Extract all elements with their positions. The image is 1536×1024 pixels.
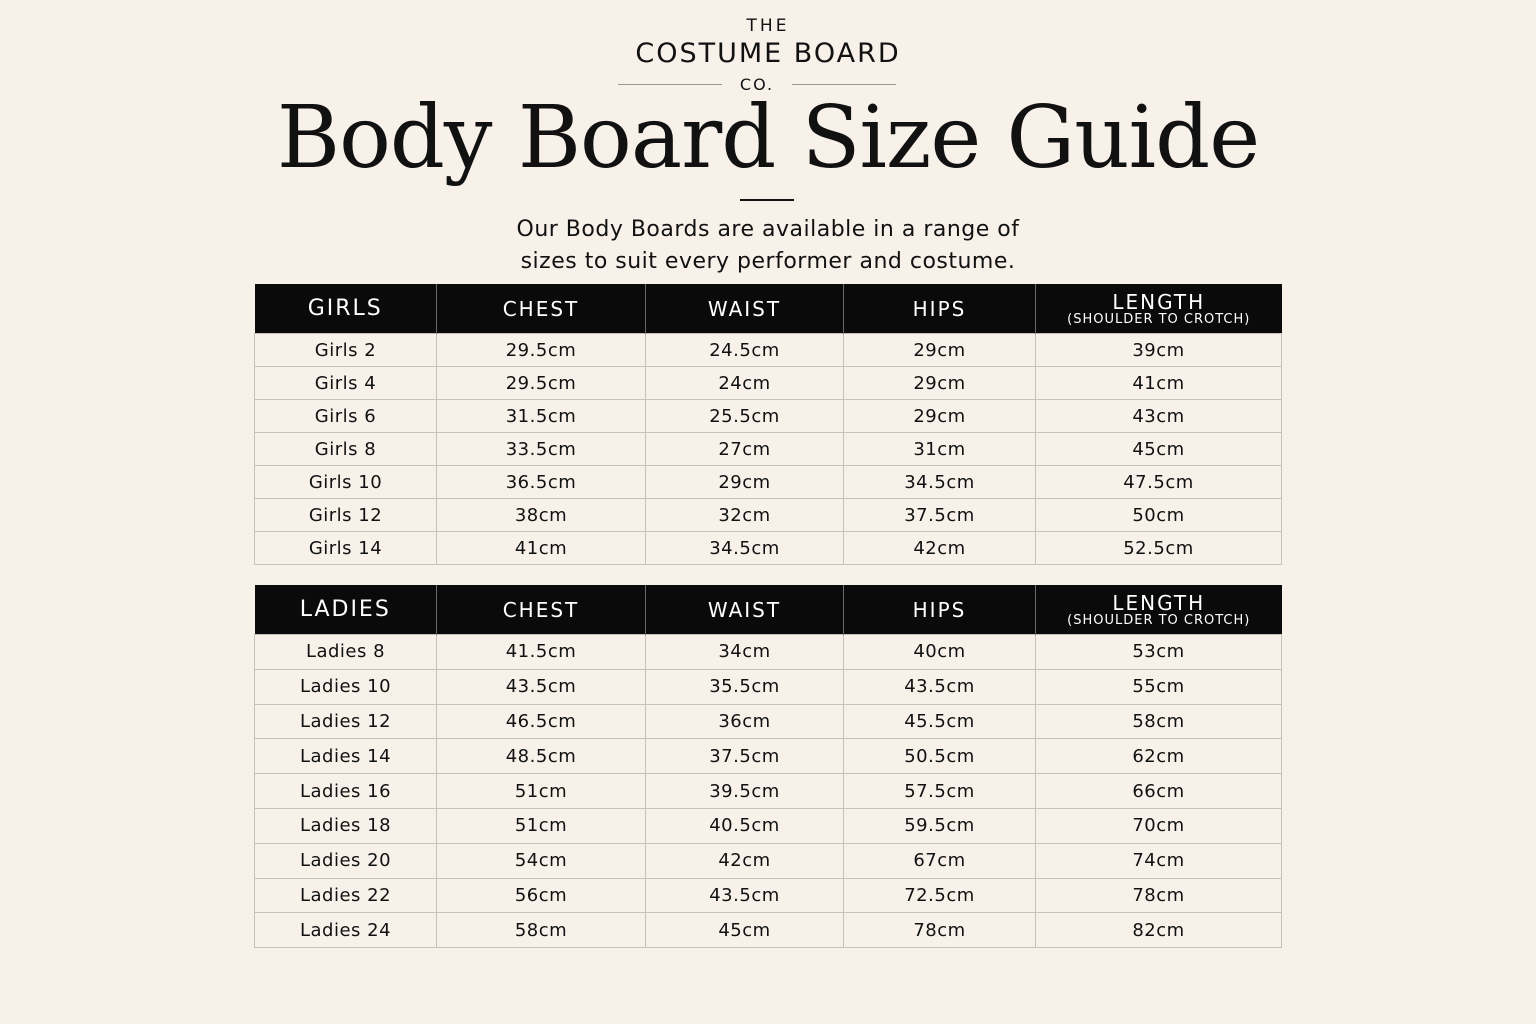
size-cell: Ladies 12 — [255, 704, 437, 739]
length-cell: 52.5cm — [1036, 532, 1282, 565]
waist-cell: 35.5cm — [646, 669, 844, 704]
chest-cell: 46.5cm — [437, 704, 646, 739]
table-row — [255, 433, 1282, 466]
length-cell: 41cm — [1036, 367, 1282, 400]
header-chest: CHEST — [437, 585, 646, 635]
table-row — [255, 635, 1282, 670]
header-waist: WAIST — [646, 585, 844, 635]
waist-cell: 39.5cm — [646, 774, 844, 809]
size-cell: Girls 8 — [255, 433, 437, 466]
waist-cell: 36cm — [646, 704, 844, 739]
waist-cell: 45cm — [646, 913, 844, 948]
length-cell: 43cm — [1036, 400, 1282, 433]
table-row — [255, 367, 1282, 400]
waist-cell: 42cm — [646, 843, 844, 878]
chest-cell: 41.5cm — [437, 635, 646, 670]
hips-cell: 43.5cm — [844, 669, 1036, 704]
header-hips: HIPS — [844, 284, 1036, 334]
header-length-sub: (SHOULDER TO CROTCH) — [1067, 312, 1251, 327]
hips-cell: 29cm — [844, 400, 1036, 433]
header-length-sub: (SHOULDER TO CROTCH) — [1067, 613, 1251, 628]
page-title: Body Board Size Guide — [276, 88, 1260, 188]
table-row — [255, 704, 1282, 739]
waist-cell: 24cm — [646, 367, 844, 400]
waist-cell: 37.5cm — [646, 739, 844, 774]
size-cell: Ladies 14 — [255, 739, 437, 774]
waist-cell: 25.5cm — [646, 400, 844, 433]
size-cell: Ladies 20 — [255, 843, 437, 878]
length-cell: 58cm — [1036, 704, 1282, 739]
hips-cell: 67cm — [844, 843, 1036, 878]
header-hips: HIPS — [844, 585, 1036, 635]
waist-cell: 27cm — [646, 433, 844, 466]
hips-cell: 31cm — [844, 433, 1036, 466]
size-cell: Ladies 16 — [255, 774, 437, 809]
table-row — [255, 669, 1282, 704]
length-cell: 62cm — [1036, 739, 1282, 774]
size-cell: Girls 10 — [255, 466, 437, 499]
length-cell: 45cm — [1036, 433, 1282, 466]
length-cell: 66cm — [1036, 774, 1282, 809]
length-cell: 78cm — [1036, 878, 1282, 913]
brand-divider-left — [618, 84, 722, 85]
size-cell: Girls 6 — [255, 400, 437, 433]
table-row — [255, 774, 1282, 809]
header-length — [1036, 585, 1282, 635]
chest-cell: 31.5cm — [437, 400, 646, 433]
size-cell: Girls 2 — [255, 334, 437, 367]
size-cell: Girls 12 — [255, 499, 437, 532]
table-row — [255, 466, 1282, 499]
length-cell: 39cm — [1036, 334, 1282, 367]
chest-cell: 48.5cm — [437, 739, 646, 774]
waist-cell: 32cm — [646, 499, 844, 532]
size-cell: Ladies 8 — [255, 635, 437, 670]
ladies-header-row — [255, 585, 1282, 635]
length-cell: 47.5cm — [1036, 466, 1282, 499]
table-row — [255, 532, 1282, 565]
subtitle-line-1: Our Body Boards are available in a range of — [516, 217, 1020, 242]
chest-cell: 54cm — [437, 843, 646, 878]
waist-cell: 29cm — [646, 466, 844, 499]
chest-cell: 33.5cm — [437, 433, 646, 466]
hips-cell: 45.5cm — [844, 704, 1036, 739]
hips-cell: 57.5cm — [844, 774, 1036, 809]
length-cell: 50cm — [1036, 499, 1282, 532]
girls-header-row — [255, 284, 1282, 334]
waist-cell: 34cm — [646, 635, 844, 670]
size-cell: Girls 14 — [255, 532, 437, 565]
table-row — [255, 808, 1282, 843]
chest-cell: 51cm — [437, 808, 646, 843]
table-row — [255, 878, 1282, 913]
hips-cell: 59.5cm — [844, 808, 1036, 843]
table-row — [255, 739, 1282, 774]
hips-cell: 72.5cm — [844, 878, 1036, 913]
table-row — [255, 334, 1282, 367]
brand-name: COSTUME BOARD — [635, 38, 901, 69]
length-cell: 70cm — [1036, 808, 1282, 843]
chest-cell: 43.5cm — [437, 669, 646, 704]
header-length-label: LENGTH — [1112, 290, 1206, 314]
waist-cell: 43.5cm — [646, 878, 844, 913]
chest-cell: 51cm — [437, 774, 646, 809]
length-cell: 82cm — [1036, 913, 1282, 948]
waist-cell: 40.5cm — [646, 808, 844, 843]
waist-cell: 34.5cm — [646, 532, 844, 565]
table-row — [255, 843, 1282, 878]
brand-the: THE — [746, 16, 790, 36]
hips-cell: 29cm — [844, 367, 1036, 400]
subtitle — [0, 214, 1536, 278]
size-cell: Ladies 18 — [255, 808, 437, 843]
size-cell: Ladies 22 — [255, 878, 437, 913]
length-cell: 53cm — [1036, 635, 1282, 670]
length-cell: 74cm — [1036, 843, 1282, 878]
hips-cell: 29cm — [844, 334, 1036, 367]
hips-cell: 40cm — [844, 635, 1036, 670]
hips-cell: 50.5cm — [844, 739, 1036, 774]
length-cell: 55cm — [1036, 669, 1282, 704]
chest-cell: 36.5cm — [437, 466, 646, 499]
size-cell: Ladies 10 — [255, 669, 437, 704]
table-row — [255, 499, 1282, 532]
hips-cell: 42cm — [844, 532, 1036, 565]
hips-cell: 34.5cm — [844, 466, 1036, 499]
chest-cell: 38cm — [437, 499, 646, 532]
subtitle-line-2: sizes to suit every performer and costume. — [520, 249, 1016, 274]
chest-cell: 56cm — [437, 878, 646, 913]
brand-co: CO. — [739, 74, 775, 94]
girls-size-table — [254, 284, 1282, 565]
header-length-label: LENGTH — [1112, 591, 1206, 615]
size-cell: Girls 4 — [255, 367, 437, 400]
waist-cell: 24.5cm — [646, 334, 844, 367]
size-cell: Ladies 24 — [255, 913, 437, 948]
brand-divider-right — [792, 84, 896, 85]
table-row — [255, 400, 1282, 433]
hips-cell: 37.5cm — [844, 499, 1036, 532]
chest-cell: 41cm — [437, 532, 646, 565]
title-underline — [740, 199, 794, 201]
ladies-size-table — [254, 585, 1282, 948]
header-size: GIRLS — [255, 284, 437, 334]
header-length — [1036, 284, 1282, 334]
table-row — [255, 913, 1282, 948]
chest-cell: 29.5cm — [437, 367, 646, 400]
header-size: LADIES — [255, 585, 437, 635]
header-waist: WAIST — [646, 284, 844, 334]
header-chest: CHEST — [437, 284, 646, 334]
chest-cell: 29.5cm — [437, 334, 646, 367]
chest-cell: 58cm — [437, 913, 646, 948]
hips-cell: 78cm — [844, 913, 1036, 948]
